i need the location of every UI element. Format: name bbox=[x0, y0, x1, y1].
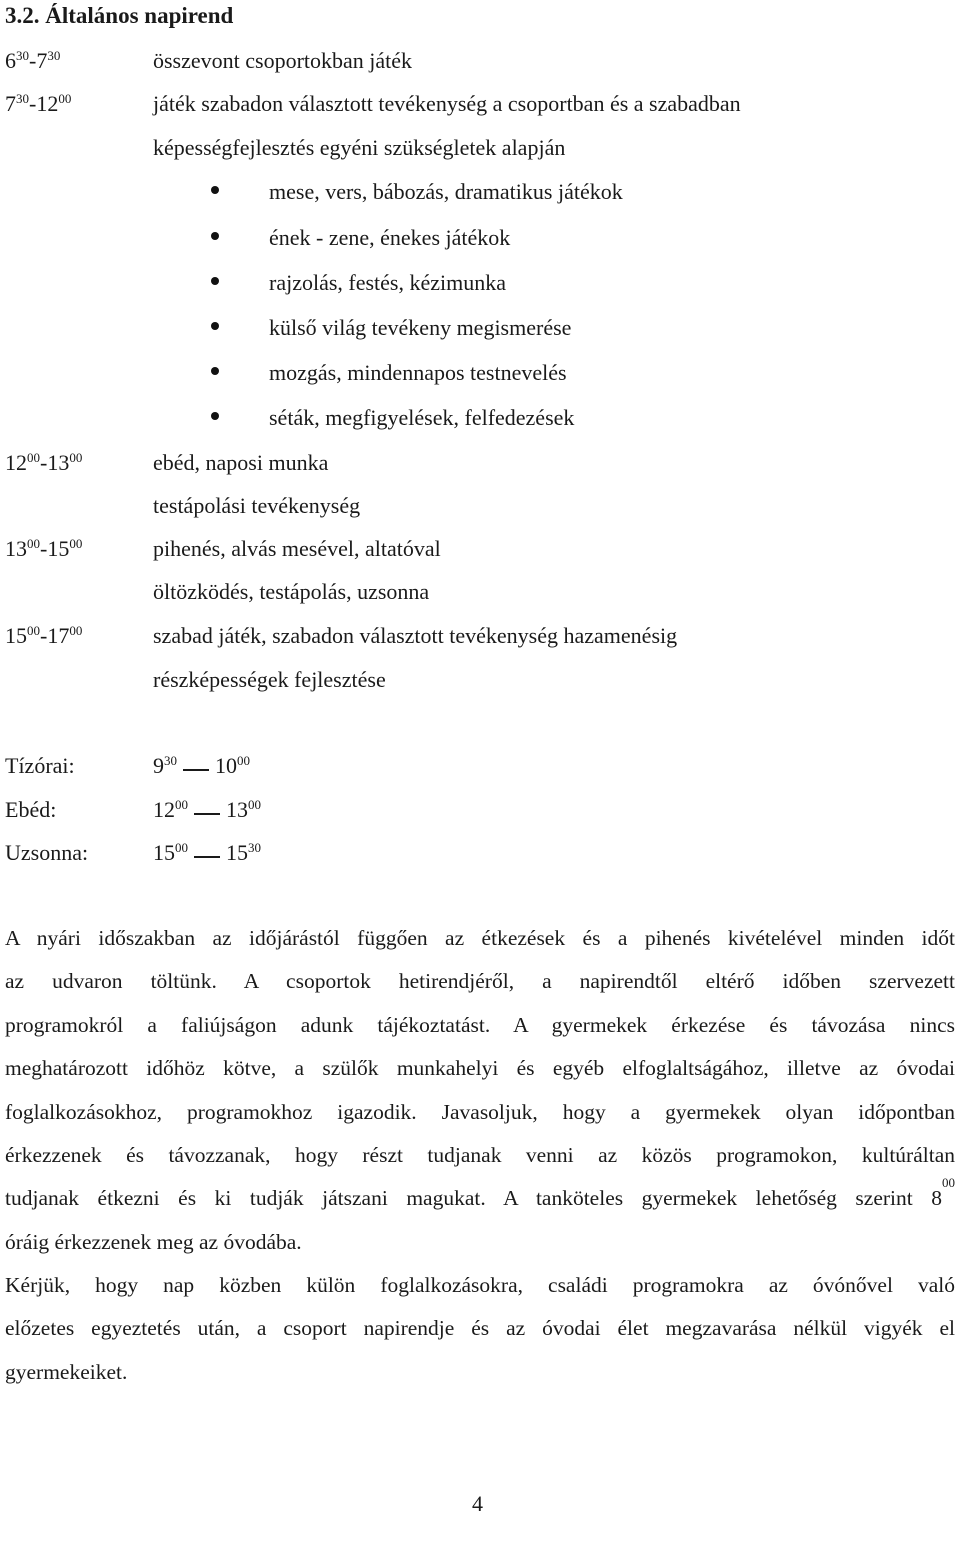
dash bbox=[183, 769, 209, 771]
meal-label: Tízórai: bbox=[5, 753, 75, 778]
schedule-activity: összevont csoportokban játék bbox=[153, 48, 413, 73]
list-item: ének - zene, énekes játékok bbox=[269, 225, 511, 250]
schedule-activity: képességfejlesztés egyéni szükségletek alapján bbox=[153, 135, 566, 160]
bullet-icon bbox=[211, 367, 219, 375]
list-item: rajzolás, festés, kézimunka bbox=[269, 270, 507, 295]
paragraph-line: Kérjük, hogy nap közben külön foglalkozásokra, családi programokra az óvónővel való bbox=[5, 1273, 955, 1297]
schedule-activity: részképességek fejlesztése bbox=[153, 667, 386, 692]
paragraph-line: gyermekeiket. bbox=[5, 1359, 128, 1384]
bullet-icon bbox=[211, 412, 219, 420]
schedule-time: $15^{00}-17^{00}$ bbox=[5, 623, 83, 648]
meal-time: $15^{00}$ $15^{30}$ bbox=[153, 840, 261, 865]
list-item: külső világ tevékeny megismerése bbox=[269, 315, 572, 340]
schedule-activity: öltözködés, testápolás, uzsonna bbox=[153, 579, 430, 604]
paragraph-line: tudjanak étkezni és ki tudják játszani magukat. A tanköteles gyermekek lehetőség szerint $8^{00}$ bbox=[5, 1175, 955, 1211]
schedule-time: $12^{00}-13^{00}$ bbox=[5, 450, 83, 475]
paragraph-line: foglalkozásokhoz, programokhoz igazodik. Javasoljuk, hogy a gyermekek olyan időpontban bbox=[5, 1099, 955, 1124]
bullet-icon bbox=[211, 277, 219, 285]
schedule-activity: pihenés, alvás mesével, altatóval bbox=[153, 536, 441, 561]
schedule-activity: ebéd, naposi munka bbox=[153, 450, 329, 475]
list-item: séták, megfigyelések, felfedezések bbox=[269, 405, 575, 430]
paragraph-line: programokról a faliújságon adunk tájékoztatást. A gyermekek érkezése és távozása nincs bbox=[5, 1012, 955, 1037]
paragraph-line: óráig érkezzenek meg az óvodába. bbox=[5, 1229, 302, 1254]
bullet-icon bbox=[211, 322, 219, 330]
paragraph bbox=[5, 917, 955, 1264]
dash bbox=[194, 856, 220, 858]
schedule-activity: testápolási tevékenység bbox=[153, 493, 361, 518]
schedule-activity: játék szabadon választott tevékenység a csoportban és a szabadban bbox=[153, 91, 741, 116]
list-item: mese, vers, bábozás, dramatikus játékok bbox=[269, 179, 623, 204]
meal-time: $12^{00}$ $13^{00}$ bbox=[153, 797, 261, 822]
schedule-time: $13^{00}-15^{00}$ bbox=[5, 536, 83, 561]
meal-time: $9^{30}$ $10^{00}$ bbox=[153, 753, 250, 778]
meal-label: Uzsonna: bbox=[5, 840, 89, 865]
paragraph-line: előzetes egyeztetés után, a csoport napirendje és az óvodai élet megzavarása nélkül vigyék el bbox=[5, 1316, 955, 1341]
bullet-icon bbox=[211, 186, 219, 194]
paragraph-line: érkezzenek és távozzanak, hogy részt tudjanak venni az közös programokon, kultúráltan bbox=[5, 1142, 955, 1167]
section-title: 3.2. Általános napirend bbox=[5, 3, 234, 28]
meal-label: Ebéd: bbox=[5, 797, 57, 822]
page-number: 4 bbox=[472, 1491, 483, 1516]
schedule-activity: szabad játék, szabadon választott tevékenység hazamenésig bbox=[153, 623, 678, 648]
paragraph bbox=[5, 1264, 955, 1394]
schedule-time: $6^{30}-7^{30}$ bbox=[5, 48, 61, 73]
paragraph-line: az udvaron töltünk. A csoportok hetirendjéről, a napirendtől eltérő időben szervezett bbox=[5, 969, 955, 994]
paragraph-line: A nyári időszakban az időjárástól függően az étkezések és a pihenés kivételével minden időt bbox=[5, 926, 955, 950]
paragraph-line: meghatározott időhöz kötve, a szülők munkahelyi és egyéb elfoglaltságához, illetve az óvodai bbox=[5, 1056, 955, 1081]
schedule-time: $7^{30}-12^{00}$ bbox=[5, 91, 72, 116]
bullet-icon bbox=[211, 232, 219, 240]
dash bbox=[194, 813, 220, 815]
list-item: mozgás, mindennapos testnevelés bbox=[269, 360, 567, 385]
